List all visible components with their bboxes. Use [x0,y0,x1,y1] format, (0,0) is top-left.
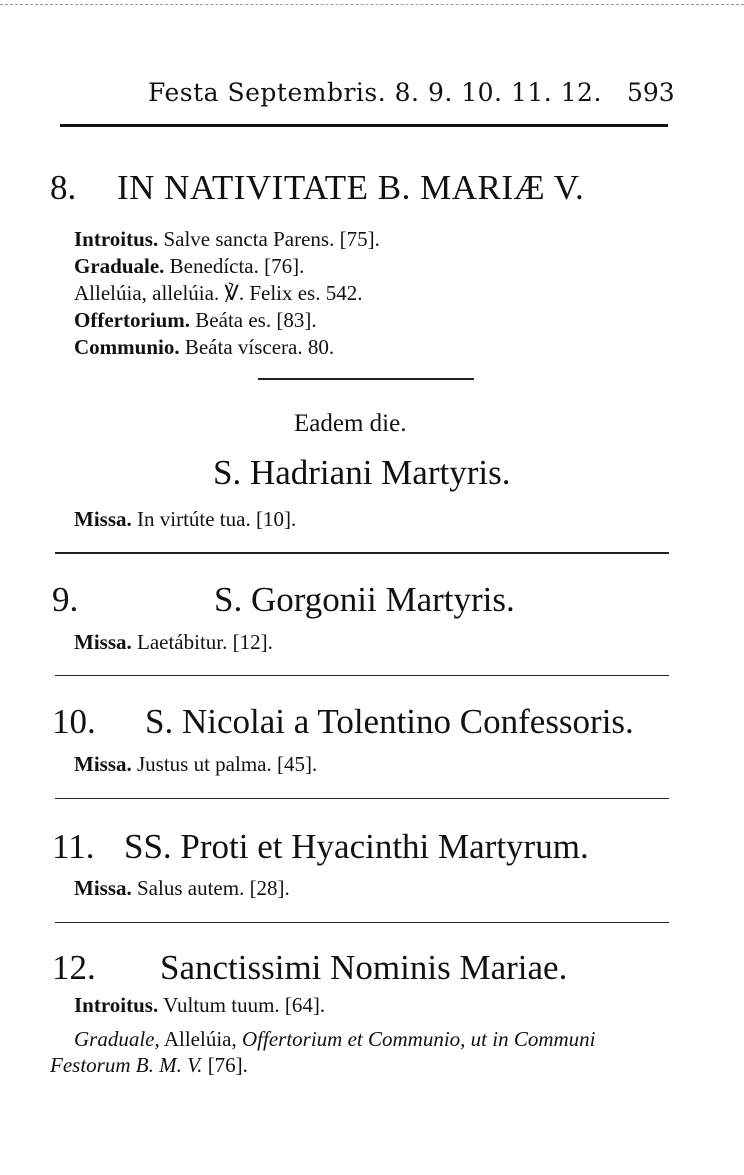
offertorium-line [74,308,317,333]
alleluia-label: Allelúia, [74,281,147,305]
section-11-title: SS. Proti et Hyacinthi Martyrum. [124,827,589,866]
introitus-label: Introitus. [74,227,159,251]
nominis-introitus-line [74,993,325,1018]
proti-missa-line [74,876,290,901]
alleluia-line [74,281,362,306]
section-8-title: IN NATIVITATE B. MARIÆ V. [117,168,585,207]
page-number: 593 [627,78,675,107]
short-rule [258,378,474,380]
alleluia-text: allelúia. ℣. Felix es. 542. [152,281,363,305]
introitus-text: Salve sancta Parens. [75]. [163,227,380,251]
communio-line [74,335,334,360]
missa-text: Salus autem. [28]. [137,876,290,900]
alleluia-word: Allelúia, [163,1027,237,1051]
running-title: Festa Septembris. 8. 9. 10. 11. 12. [148,78,602,107]
section-rule [55,552,669,554]
hadriani-title: S. Hadriani Martyris. [213,453,511,492]
graduale-line [74,254,304,279]
header-rule [60,124,668,127]
hadriani-missa-line [74,507,296,532]
introitus-line [74,227,380,252]
offertorium-communio-italic: Offertorium et Communio, ut in Communi [242,1027,596,1051]
missa-text: Justus ut palma. [45]. [137,752,318,776]
introitus-text: Vultum tuum. [64]. [163,993,326,1017]
missa-label: Missa. [74,507,132,531]
section-12-title: Sanctissimi Nominis Mariae. [160,948,568,987]
section-10-title: S. Nicolai a Tolentino Confessoris. [145,702,634,741]
top-edge-line [0,4,744,5]
missa-text: In virtúte tua. [10]. [137,507,297,531]
graduale-italic: Graduale, [74,1027,160,1051]
section-11-number: 11. [52,827,95,866]
festorum-italic: Festorum B. M. V. [50,1053,203,1077]
graduale-text: Benedícta. [76]. [169,254,305,278]
section-rule [55,922,669,923]
communio-text: Beáta víscera. 80. [184,335,335,359]
section-8-number: 8. [50,168,77,207]
missa-label: Missa. [74,630,132,654]
graduale-note [74,1025,674,1053]
section-12-number: 12. [52,948,96,987]
section-9-title: S. Gorgonii Martyris. [214,580,515,619]
graduale-label: Graduale. [74,254,165,278]
section-10-number: 10. [52,702,96,741]
festorum-ref: [76]. [207,1053,248,1077]
gorgonii-missa-line [74,630,273,655]
missa-text: Laetábitur. [12]. [137,630,273,654]
missa-label: Missa. [74,876,132,900]
communio-label: Communio. [74,335,180,359]
introitus-label: Introitus. [74,993,159,1017]
section-rule [55,675,669,676]
section-9-number: 9. [52,580,79,619]
eadem-die-label: Eadem die. [294,410,407,437]
section-rule [55,798,669,799]
festorum-line [50,1053,248,1078]
missa-label: Missa. [74,752,132,776]
offertorium-text: Beáta es. [83]. [195,308,317,332]
offertorium-label: Offertorium. [74,308,191,332]
nicolai-missa-line [74,752,317,777]
